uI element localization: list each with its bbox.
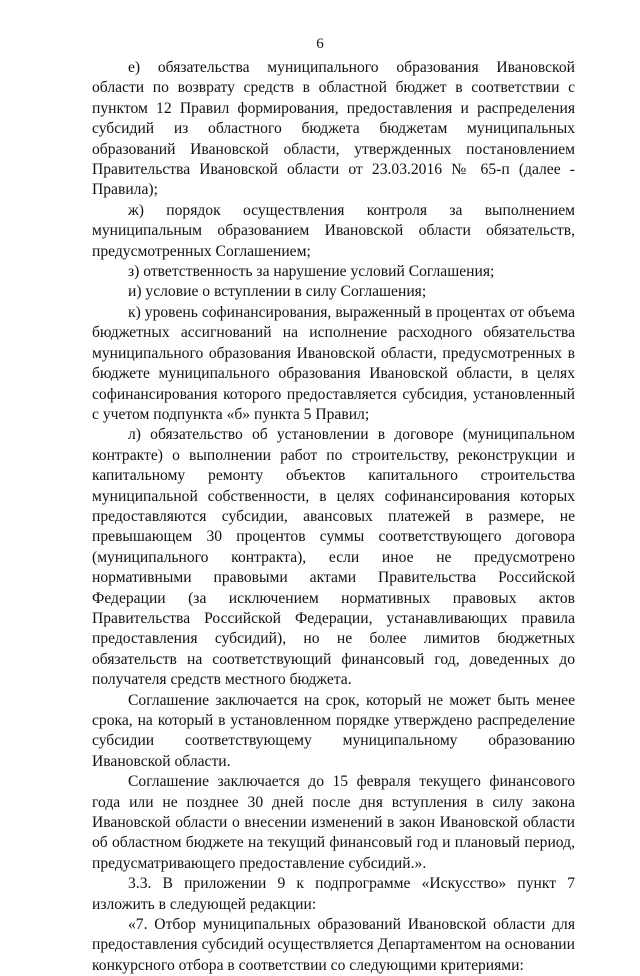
paragraph-l: л) обязательство об установлении в договоре (муниципальном контракте) о выполнении работ по строительству, реконструкции и капитальному ремонту объектов капитального строительства муниципальной собственности, в целях софинансирования которых предоставляются субсидии, авансовых платежей в размере, не превышающем 30 процентов суммы соответствующего договора (муниципального контракта), если иное не предусмотрено нормативными правовыми актами Правительства Российской Федерации (за исключением нормативных правовых актов Правительства Российской Федерации, устанавливающих правила предоставления субсидий), но не более лимитов бюджетных обязательств на соответствующий финансовый год, доведенных до получателя средств местного бюджета. xyxy=(92,426,575,689)
paragraph-zh: ж) порядок осуществления контроля за выполнением муниципальным образованием Ивановской области обязательств, предусмотренных Соглашением; xyxy=(92,201,575,260)
paragraph-i: и) условие о вступлении в силу Соглашения; xyxy=(128,283,427,301)
document-body xyxy=(92,58,575,976)
page-number: 6 xyxy=(316,36,324,52)
paragraph-agreement-term: Соглашение заключается на срок, который не может быть менее срока, на который в установленном порядке утверждено распределение субсидии соответствующему муниципальному образованию Ивановской области. xyxy=(92,691,575,770)
paragraph-section-3-3: 3.3. В приложении 9 к подпрограмме «Искусство» пункт 7 изложить в следующей редакции: xyxy=(92,875,575,913)
paragraph-k: к) уровень софинансирования, выраженный в процентах от объема бюджетных ассигнований на исполнение расходного обязательства муниципального образования Ивановской области, предусмотренных в бюджете муниципального образования Ивановской области, в целях софинансирования которого предоставляется субсидия, установленный с учетом подпункта «б» пункта 5 Правил; xyxy=(92,303,575,423)
paragraph-agreement-deadline: Соглашение заключается до 15 февраля текущего финансового года или не позднее 30 дней после дня вступления в силу закона Ивановской области о внесении изменений в закон Ивановской области об областном бюджете на текущий финансовый год и плановый период, предусматривающего предоставление субсидий.». xyxy=(92,773,575,872)
paragraph-e: е) обязательства муниципального образования Ивановской области по возврату средств в областной бюджет в соответствии с пунктом 12 Правил формирования, предоставления и распределения субсидий из областного бюджета бюджетам муниципальных образований Ивановской области, утвержденных постановлением Правительства Ивановской области от 23.03.2016 № 65-п (далее - Правила); xyxy=(92,59,575,199)
paragraph-item-7: «7. Отбор муниципальных образований Ивановской области для предоставления субсидий осуществляется Департаментом на основании конкурсного отбора в соответствии со следующими критериями: xyxy=(92,916,575,974)
paragraph-z: з) ответственность за нарушение условий Соглашения; xyxy=(128,263,495,281)
